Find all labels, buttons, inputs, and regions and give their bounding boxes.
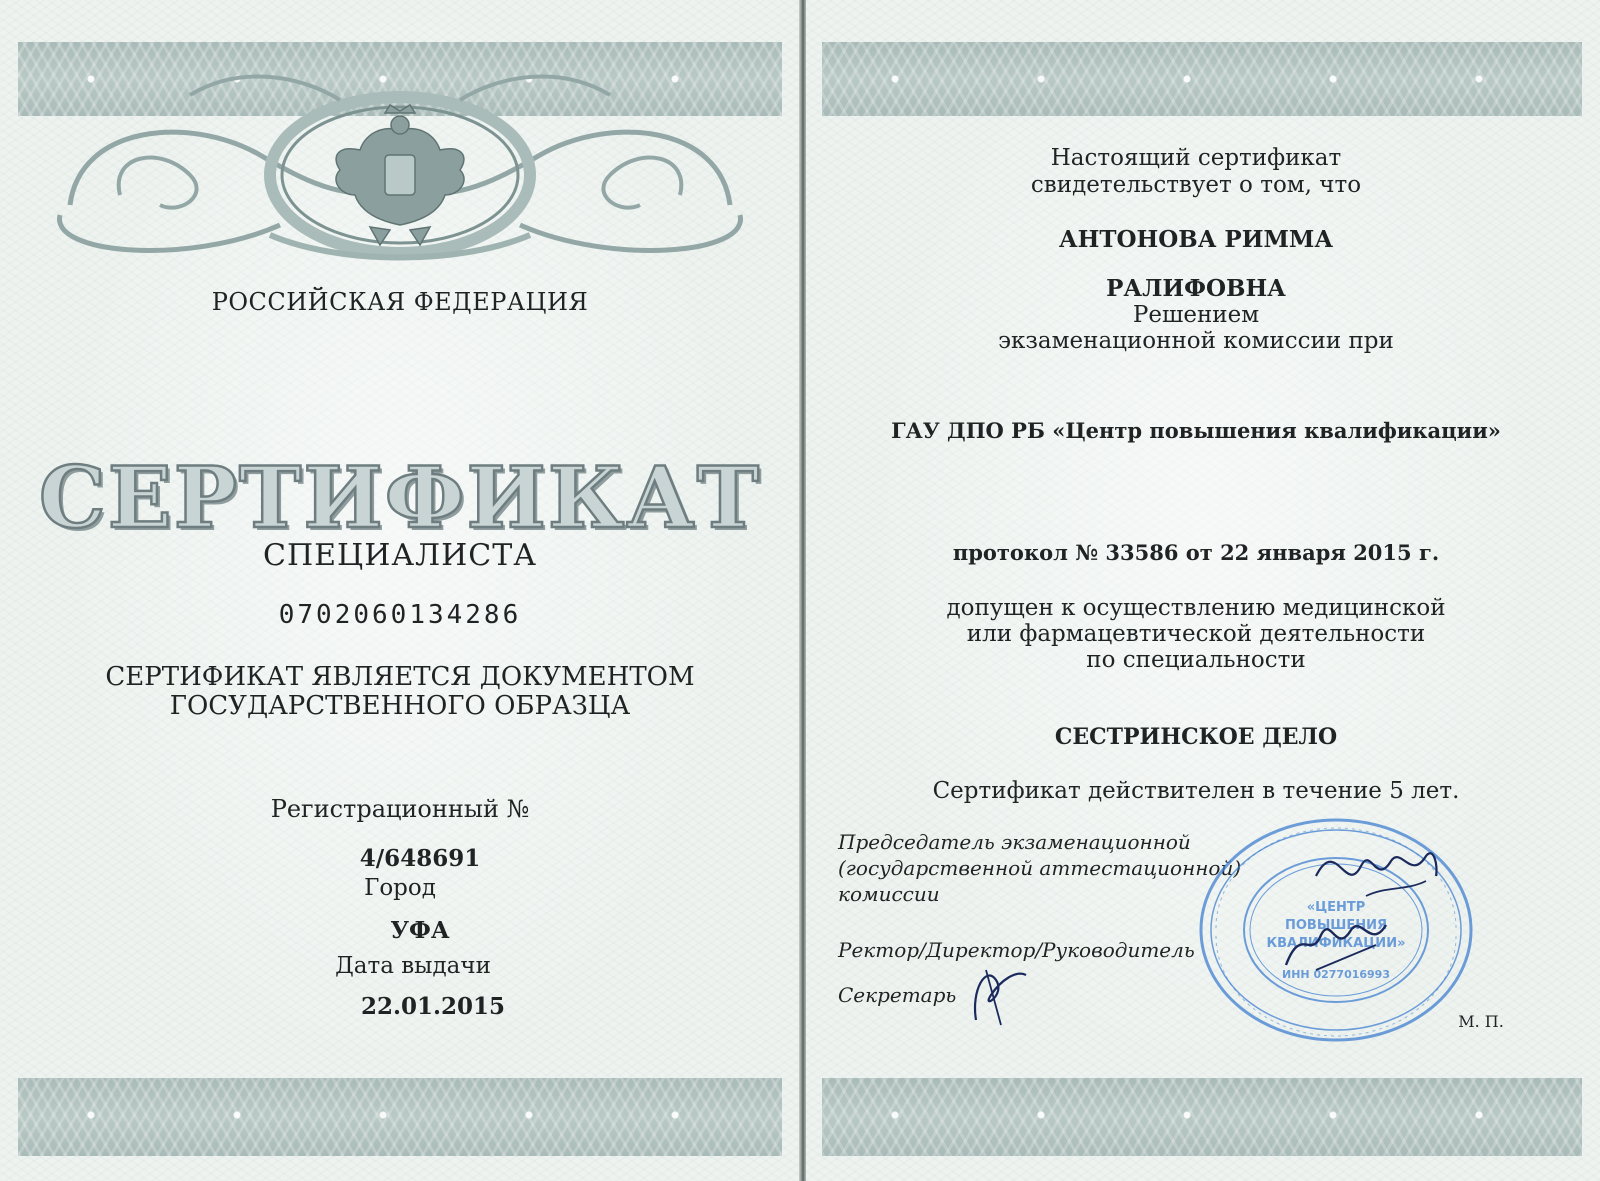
intro-line1: Настоящий сертификат: [1050, 145, 1342, 171]
issue-date-label: Дата выдачи: [335, 953, 491, 979]
right-page: [806, 0, 1600, 1181]
registration-number: 4/648691: [359, 845, 481, 872]
russian-coat-of-arms-icon: [40, 55, 760, 270]
holder-name-line2: РАЛИФОВНА: [1106, 275, 1286, 302]
validity-statement: Сертификат действителен в течение 5 лет.: [932, 778, 1460, 804]
signatory-director: Ректор/Директор/Руководитель: [838, 938, 1195, 962]
certificate-number: 0702060134286: [278, 600, 522, 630]
stamp-text-line1: «ЦЕНТР: [1306, 900, 1366, 915]
city-label: Город: [364, 875, 436, 901]
city-value: УФА: [390, 917, 450, 944]
seal-place-mark: М. П.: [1458, 1012, 1504, 1031]
certificate-subtitle: СПЕЦИАЛИСТА: [263, 538, 537, 573]
document-status-line1: СЕРТИФИКАТ ЯВЛЯЕТСЯ ДОКУМЕНТОМ: [105, 662, 695, 692]
guilloche-band-top-right: [822, 42, 1582, 116]
permission-line2: или фармацевтической деятельности: [966, 621, 1426, 647]
signatory-chairman-line1: Председатель экзаменационной: [838, 830, 1191, 854]
permission-line1: допущен к осуществлению медицинской: [946, 595, 1446, 621]
holder-name-line1: АНТОНОВА РИММА: [1058, 226, 1334, 253]
organization-name: ГАУ ДПО РБ «Центр повышения квалификации»: [891, 418, 1501, 443]
permission-line3: по специальности: [1086, 647, 1306, 673]
certificate-title: СЕРТИФИКАТ: [38, 448, 762, 547]
decision-line2: экзаменационной комиссии при: [998, 328, 1394, 354]
issue-date-value: 22.01.2015: [360, 993, 506, 1020]
document-status-line2: ГОСУДАРСТВЕННОГО ОБРАЗЦА: [169, 691, 631, 721]
signatory-secretary: Секретарь: [838, 983, 957, 1007]
stamp-text-line2: ПОВЫШЕНИЯ: [1284, 918, 1388, 933]
speciality-name: СЕСТРИНСКОЕ ДЕЛО: [1054, 724, 1338, 750]
decision-line1: Решением: [1132, 302, 1260, 328]
guilloche-band-bottom-left: [18, 1078, 782, 1156]
signatory-chairman-line2: (государственной аттестационной): [838, 856, 1242, 880]
protocol-line: протокол № 33586 от 22 января 2015 г.: [952, 540, 1440, 565]
country-name: РОССИЙСКАЯ ФЕДЕРАЦИЯ: [211, 288, 589, 316]
guilloche-band-bottom-right: [822, 1078, 1582, 1156]
stamp-inn: ИНН 0277016993: [1282, 968, 1390, 981]
director-signature-icon: [1276, 905, 1396, 980]
secretary-signature-icon: [956, 950, 1036, 1030]
chairman-signature-icon: [1306, 826, 1446, 916]
stamp-text-line3: КВАЛИФИКАЦИИ»: [1266, 936, 1406, 951]
registration-label: Регистрационный №: [270, 795, 530, 823]
signatory-chairman-line3: комиссии: [838, 882, 940, 906]
intro-line2: свидетельствует о том, что: [1030, 172, 1362, 198]
